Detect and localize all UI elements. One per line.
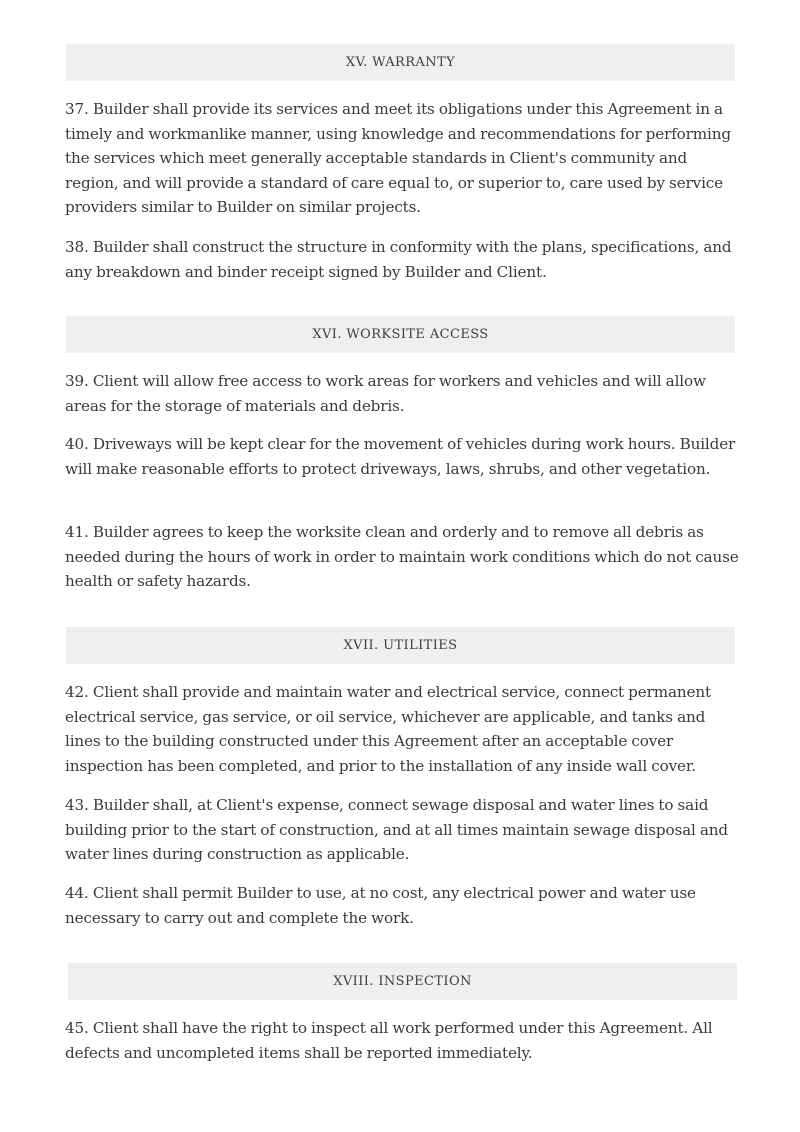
clause-38: 38. Builder shall construct the structure in conformity with the plans, specifications, and any breakdown and binder receipt signed by Builder and Client.: [65, 238, 732, 281]
clause-44: 44. Client shall permit Builder to use, at no cost, any electrical power and water use necessary to carry out and complete the work.: [65, 884, 696, 927]
clause-41: 41. Builder agrees to keep the worksite clean and orderly and to remove all debris as needed during the hours of work in order to maintain work conditions which do not cause health or safety hazards.: [65, 523, 739, 591]
clause-40: 40. Driveways will be kept clear for the movement of vehicles during work hours. Builder will make reasonable efforts to protect driveways, laws, shrubs, and other vegetation.: [65, 435, 736, 478]
section-heading-inspection: XVIII. INSPECTION: [68, 963, 737, 1000]
clause-45: 45. Client shall have the right to inspect all work performed under this Agreement. All defects and uncompleted items shall be reported immediately.: [65, 1019, 713, 1062]
section-heading-worksite-access: XVI. WORKSITE ACCESS: [66, 316, 735, 353]
clause-43: 43. Builder shall, at Client's expense, connect sewage disposal and water lines to said building prior to the start of construction, and at all times maintain sewage disposal and water lines during construction as applicable.: [65, 796, 728, 864]
clause-39: 39. Client will allow free access to work areas for workers and vehicles and will allow areas for the storage of materials and debris.: [65, 372, 706, 415]
section-heading-utilities: XVII. UTILITIES: [66, 627, 735, 664]
clause-37: 37. Builder shall provide its services and meet its obligations under this Agreement in a timely and workmanlike manner, using knowledge and recommendations for performing the services which meet generally acceptable standards in Client's community and region, and will provide a standard of care equal to, or superior to, care used by service providers similar to Builder on similar projects.: [65, 100, 731, 217]
clause-42: 42. Client shall provide and maintain water and electrical service, connect permanent electrical service, gas service, or oil service, whichever are applicable, and tanks and lines to the building constructed under this Agreement after an acceptable cover inspection has been completed, and prior to the installation of any inside wall cover.: [65, 683, 711, 775]
section-heading-warranty: XV. WARRANTY: [66, 44, 735, 81]
